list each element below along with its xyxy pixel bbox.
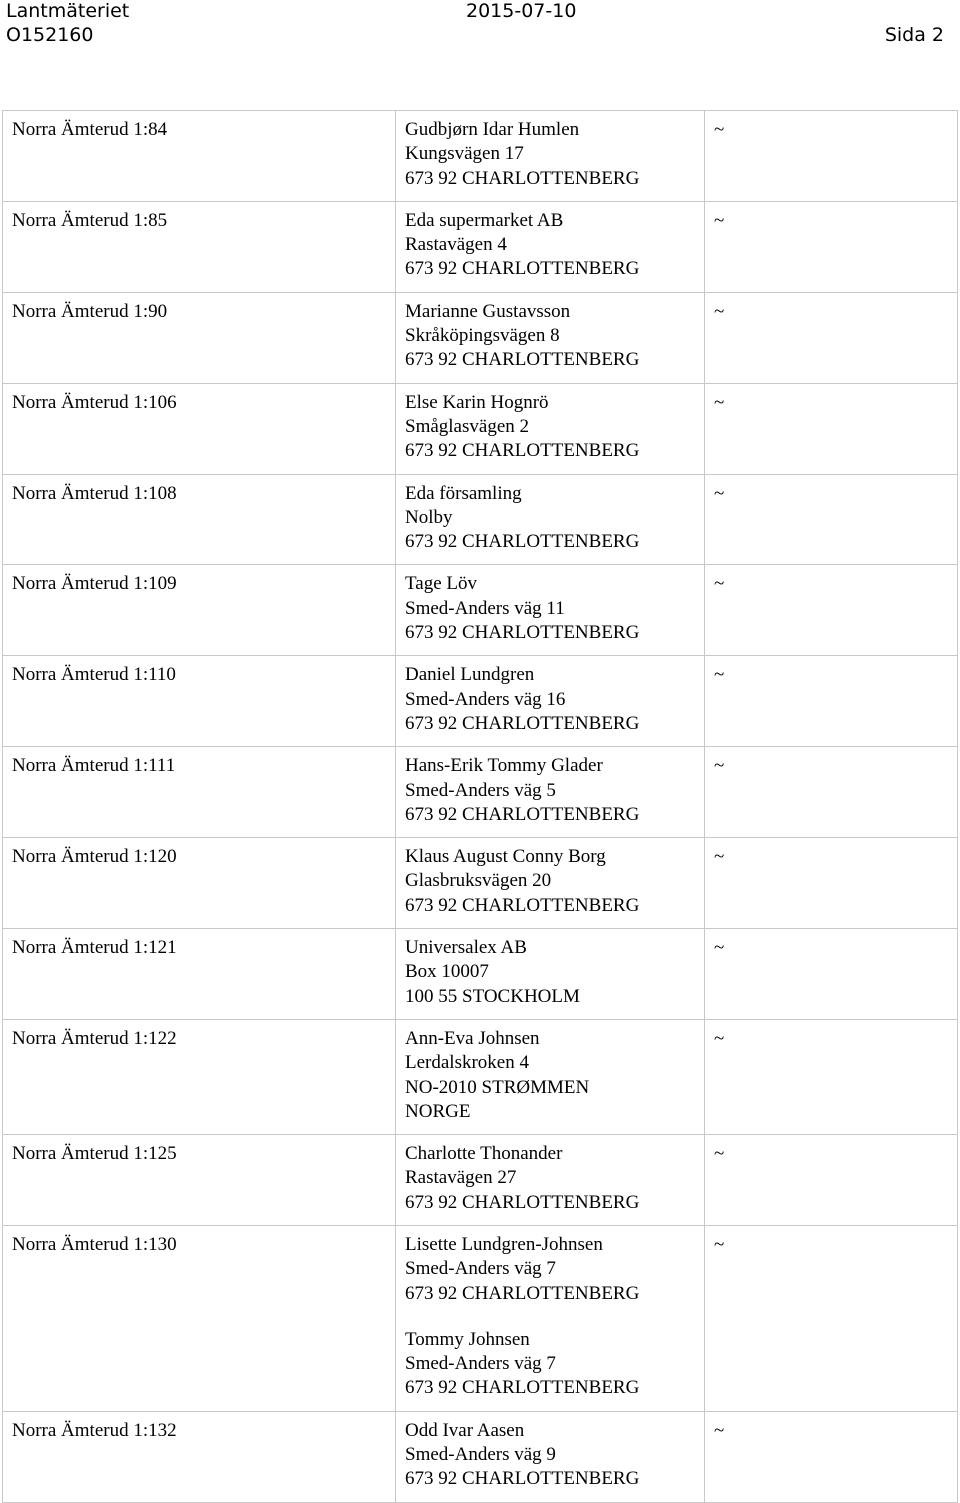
owner-name: Klaus August Conny Borg — [405, 846, 606, 868]
owner-postal: 673 92 CHARLOTTENBERG — [405, 894, 640, 916]
owner-street: Glasbruksvägen 20 — [405, 870, 552, 892]
owner-postal: 673 92 CHARLOTTENBERG — [405, 712, 640, 734]
owner-name: Lisette Lundgren-Johnsen — [405, 1233, 603, 1255]
owner-street: Småglasvägen 2 — [405, 415, 530, 437]
owner-street: Smed-Anders väg 5 — [405, 779, 556, 801]
table-row — [3, 474, 958, 565]
co-owner-name: Tommy Johnsen — [405, 1328, 530, 1350]
owner-postal: NO-2010 STRØMMEN — [405, 1076, 590, 1098]
table-row — [3, 929, 958, 1020]
owner-postal: 673 92 CHARLOTTENBERG — [405, 349, 640, 371]
owner-address-cell — [396, 292, 705, 383]
table-row — [3, 201, 958, 292]
document-id: O152160 — [6, 24, 94, 46]
note-mark: ~ — [714, 1233, 725, 1255]
owner-name: Gudbjørn Idar Humlen — [405, 119, 580, 140]
property-designation: Norra Ämterud 1:106 — [12, 391, 177, 413]
owner-street: Rastavägen 27 — [405, 1167, 517, 1189]
note-mark: ~ — [714, 1419, 725, 1441]
owner-street: Lerdalskroken 4 — [405, 1052, 529, 1074]
owner-name: Universalex AB — [405, 937, 527, 959]
property-cell — [3, 1135, 396, 1226]
property-cell — [3, 565, 396, 656]
page-number: Sida 2 — [884, 24, 944, 46]
owner-name: Eda församling — [405, 482, 522, 504]
note-mark: ~ — [714, 300, 725, 322]
table-row — [3, 1019, 958, 1134]
property-designation: Norra Ämterud 1:110 — [12, 664, 176, 686]
owner-name: Hans-Erik Tommy Glader — [405, 755, 603, 777]
note-mark: ~ — [714, 209, 725, 231]
note-cell — [705, 1225, 958, 1411]
property-designation: Norra Ämterud 1:90 — [12, 300, 168, 322]
note-cell — [705, 656, 958, 747]
owner-street: Rastavägen 4 — [405, 234, 507, 256]
owner-street: Smed-Anders väg 11 — [405, 597, 565, 619]
note-cell — [705, 747, 958, 838]
note-mark: ~ — [714, 119, 725, 140]
table-row — [3, 565, 958, 656]
note-cell — [705, 1411, 958, 1502]
owner-postal: 673 92 CHARLOTTENBERG — [405, 1468, 640, 1490]
property-cell — [3, 292, 396, 383]
note-cell — [705, 838, 958, 929]
property-designation: Norra Ämterud 1:132 — [12, 1419, 177, 1441]
owner-postal: 673 92 CHARLOTTENBERG — [405, 440, 640, 462]
table-row — [3, 656, 958, 747]
property-cell — [3, 1225, 396, 1411]
table-row — [3, 1135, 958, 1226]
table-row — [3, 1225, 958, 1315]
property-cell — [3, 201, 396, 292]
property-cell — [3, 838, 396, 929]
owner-country: NORGE — [405, 1100, 471, 1122]
owner-address-cell — [396, 1225, 705, 1315]
note-cell — [705, 1135, 958, 1226]
note-mark: ~ — [714, 664, 725, 686]
property-owner-table — [2, 110, 958, 1503]
owner-address-cell — [396, 383, 705, 474]
table-row — [3, 292, 958, 383]
note-mark: ~ — [714, 1027, 725, 1049]
table-row — [3, 838, 958, 929]
owner-address-cell — [396, 565, 705, 656]
note-mark: ~ — [714, 1143, 725, 1165]
property-designation: Norra Ämterud 1:84 — [12, 119, 168, 140]
owner-address-cell — [396, 201, 705, 292]
note-cell — [705, 1019, 958, 1134]
property-cell — [3, 111, 396, 202]
property-designation: Norra Ämterud 1:120 — [12, 846, 177, 868]
table-row — [3, 1411, 958, 1502]
co-owner-address-cell — [396, 1316, 705, 1411]
property-cell — [3, 656, 396, 747]
note-cell — [705, 201, 958, 292]
owner-address-cell — [396, 929, 705, 1020]
owner-address-cell — [396, 474, 705, 565]
owner-street: Kungsvägen 17 — [405, 143, 524, 165]
owner-postal: 100 55 STOCKHOLM — [405, 985, 580, 1007]
organization-name: Lantmäteriet — [6, 0, 130, 22]
note-cell — [705, 383, 958, 474]
property-cell — [3, 1411, 396, 1502]
table-row — [3, 747, 958, 838]
note-mark: ~ — [714, 755, 725, 777]
owner-street: Nolby — [405, 506, 453, 528]
property-designation: Norra Ämterud 1:85 — [12, 209, 168, 231]
note-cell — [705, 111, 958, 202]
owner-address-cell — [396, 656, 705, 747]
property-designation: Norra Ämterud 1:125 — [12, 1143, 177, 1165]
owner-street: Smed-Anders väg 16 — [405, 688, 566, 710]
owner-postal: 673 92 CHARLOTTENBERG — [405, 803, 640, 825]
owner-address-cell — [396, 838, 705, 929]
note-mark: ~ — [714, 391, 725, 413]
owner-address-cell — [396, 1135, 705, 1226]
owner-address-cell — [396, 747, 705, 838]
property-designation: Norra Ämterud 1:122 — [12, 1027, 177, 1049]
property-cell — [3, 929, 396, 1020]
note-cell — [705, 474, 958, 565]
owner-address-cell — [396, 111, 705, 202]
property-cell — [3, 474, 396, 565]
co-owner-street: Smed-Anders väg 7 — [405, 1353, 556, 1375]
note-mark: ~ — [714, 573, 725, 595]
property-cell — [3, 1019, 396, 1134]
owner-postal: 673 92 CHARLOTTENBERG — [405, 167, 640, 189]
owner-name: Eda supermarket AB — [405, 209, 564, 231]
owner-postal: 673 92 CHARLOTTENBERG — [405, 531, 640, 553]
page-header — [0, 0, 960, 60]
property-cell — [3, 747, 396, 838]
property-designation: Norra Ämterud 1:111 — [12, 755, 176, 777]
note-mark: ~ — [714, 846, 725, 868]
owner-street: Skråköpingsvägen 8 — [405, 325, 560, 347]
owner-name: Charlotte Thonander — [405, 1143, 563, 1165]
owner-name: Else Karin Hognrö — [405, 391, 549, 413]
property-designation: Norra Ämterud 1:108 — [12, 482, 177, 504]
document-date: 2015-07-10 — [466, 0, 577, 22]
owner-name: Daniel Lundgren — [405, 664, 535, 686]
owner-street: Smed-Anders väg 9 — [405, 1444, 556, 1466]
co-owner-postal: 673 92 CHARLOTTENBERG — [405, 1377, 640, 1399]
table-row — [3, 383, 958, 474]
owner-postal: 673 92 CHARLOTTENBERG — [405, 1191, 640, 1213]
note-cell — [705, 929, 958, 1020]
owner-name: Ann-Eva Johnsen — [405, 1027, 540, 1049]
note-mark: ~ — [714, 937, 725, 959]
note-mark: ~ — [714, 482, 725, 504]
owner-postal: 673 92 CHARLOTTENBERG — [405, 258, 640, 280]
owner-postal: 673 92 CHARLOTTENBERG — [405, 1282, 640, 1304]
owner-name: Marianne Gustavsson — [405, 300, 571, 322]
property-designation: Norra Ämterud 1:121 — [12, 937, 177, 959]
owner-address-cell — [396, 1411, 705, 1502]
owner-address-cell — [396, 1019, 705, 1134]
property-designation: Norra Ämterud 1:130 — [12, 1233, 177, 1255]
property-designation: Norra Ämterud 1:109 — [12, 573, 177, 595]
property-cell — [3, 383, 396, 474]
owner-name: Tage Löv — [405, 573, 478, 595]
note-cell — [705, 292, 958, 383]
note-cell — [705, 565, 958, 656]
owner-street: Smed-Anders väg 7 — [405, 1258, 556, 1280]
owner-name: Odd Ivar Aasen — [405, 1419, 525, 1441]
owner-postal: 673 92 CHARLOTTENBERG — [405, 622, 640, 644]
owner-street: Box 10007 — [405, 961, 489, 983]
table-row — [3, 111, 958, 202]
